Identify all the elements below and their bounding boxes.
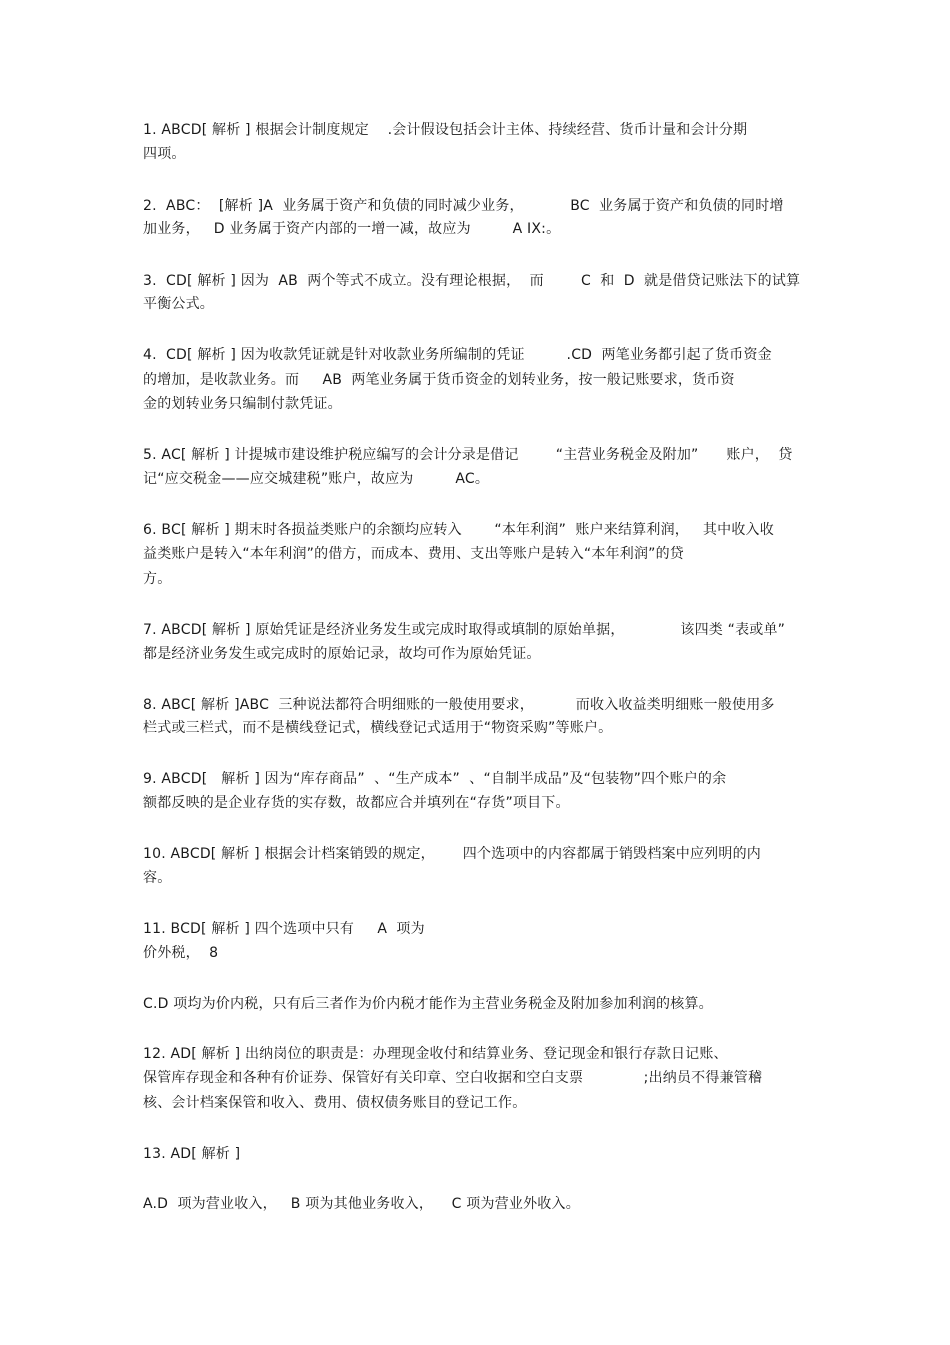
answer-6-line-1: 6. BC[ 解析 ] 期末时各损益类账户的余额均应转入 “本年利润” 账户来结算利润， 其中收入收 [143, 522, 774, 538]
answer-12-line-1: 12. AD[ 解析 ] 出纳岗位的职责是：办理现金收付和结算业务、登记现金和银行存款日记账、 [143, 1046, 728, 1062]
answer-3-line-2: 平衡公式。 [143, 296, 214, 312]
answer-13-line-2: A.D 项为营业收入， B 项为其他业务收入， C 项为营业外收入。 [143, 1196, 580, 1212]
answer-8-line-2: 栏式或三栏式，而不是横线登记式，横线登记式适用于“物资采购”等账户。 [143, 720, 613, 736]
answer-9-line-1: 9. ABCD[ 解析 ] 因为“库存商品” 、“生产成本” 、“自制半成品”及“包装物”四个账户的余 [143, 771, 727, 787]
answer-10-line-2: 容。 [143, 870, 172, 886]
answer-11-line-3: C.D 项均为价内税，只有后三者作为价内税才能作为主营业务税金及附加参加利润的核算。 [143, 996, 713, 1012]
answer-12-line-2: 保管库存现金和各种有价证券、保管好有关印章、空白收据和空白支票 ;出纳员不得兼管稽 [143, 1070, 763, 1086]
answer-2-line-1: 2. ABC： [解析 ]A 业务属于资产和负债的同时减少业务， BC 业务属于资产和负债的同时增 [143, 198, 784, 214]
answer-6-line-3: 方。 [143, 571, 172, 587]
answer-13-line-1: 13. AD[ 解析 ] [143, 1146, 241, 1162]
answer-7-line-2: 都是经济业务发生或完成时的原始记录，故均可作为原始凭证。 [143, 646, 541, 662]
answer-9-line-2: 额都反映的是企业存货的实存数，故都应合并填列在“存货”项目下。 [143, 795, 570, 811]
answer-5-line-2: 记“应交税金——应交城建税”账户，故应为 AC。 [143, 471, 490, 487]
answer-2-line-2: 加业务， D 业务属于资产内部的一增一减，故应为 A IX:。 [143, 221, 561, 237]
answer-4-line-2: 的增加，是收款业务。而 AB 两笔业务属于货币资金的划转业务，按一般记账要求，货币资 [143, 372, 735, 388]
answer-8-line-1: 8. ABC[ 解析 ]ABC 三种说法都符合明细账的一般使用要求， 而收入收益类明细账一般使用多 [143, 697, 775, 713]
answer-11-line-1: 11. BCD[ 解析 ] 四个选项中只有 A 项为 [143, 921, 425, 937]
answer-6-line-2: 益类账户是转入“本年利润”的借方，而成本、费用、支出等账户是转入“本年利润”的贷 [143, 546, 685, 562]
answer-12-line-3: 核、会计档案保管和收入、费用、债权债务账目的登记工作。 [143, 1095, 527, 1111]
answer-5-line-1: 5. AC[ 解析 ] 计提城市建设维护税应编写的会计分录是借记 “主营业务税金及附加” 账户， 贷 [143, 447, 793, 463]
answer-7-line-1: 7. ABCD[ 解析 ] 原始凭证是经济业务发生或完成时取得或填制的原始单据， 该四类 “表或单” [143, 622, 786, 638]
answer-11-line-2: 价外税， 8 [143, 945, 219, 961]
answer-1-line-1: 1. ABCD[ 解析 ] 根据会计制度规定 .会计假设包括会计主体、持续经营、货币计量和会计分期 [143, 122, 748, 138]
answer-4-line-3: 金的划转业务只编制付款凭证。 [143, 396, 342, 412]
answer-1-line-2: 四项。 [143, 146, 186, 162]
answer-10-line-1: 10. ABCD[ 解析 ] 根据会计档案销毁的规定， 四个选项中的内容都属于销毁档案中应列明的内 [143, 846, 761, 862]
answer-4-line-1: 4. CD[ 解析 ] 因为收款凭证就是针对收款业务所编制的凭证 .CD 两笔业务都引起了货币资金 [143, 347, 772, 363]
answer-3-line-1: 3. CD[ 解析 ] 因为 AB 两个等式不成立。没有理论根据， 而 C 和 D 就是借贷记账法下的试算 [143, 273, 801, 289]
